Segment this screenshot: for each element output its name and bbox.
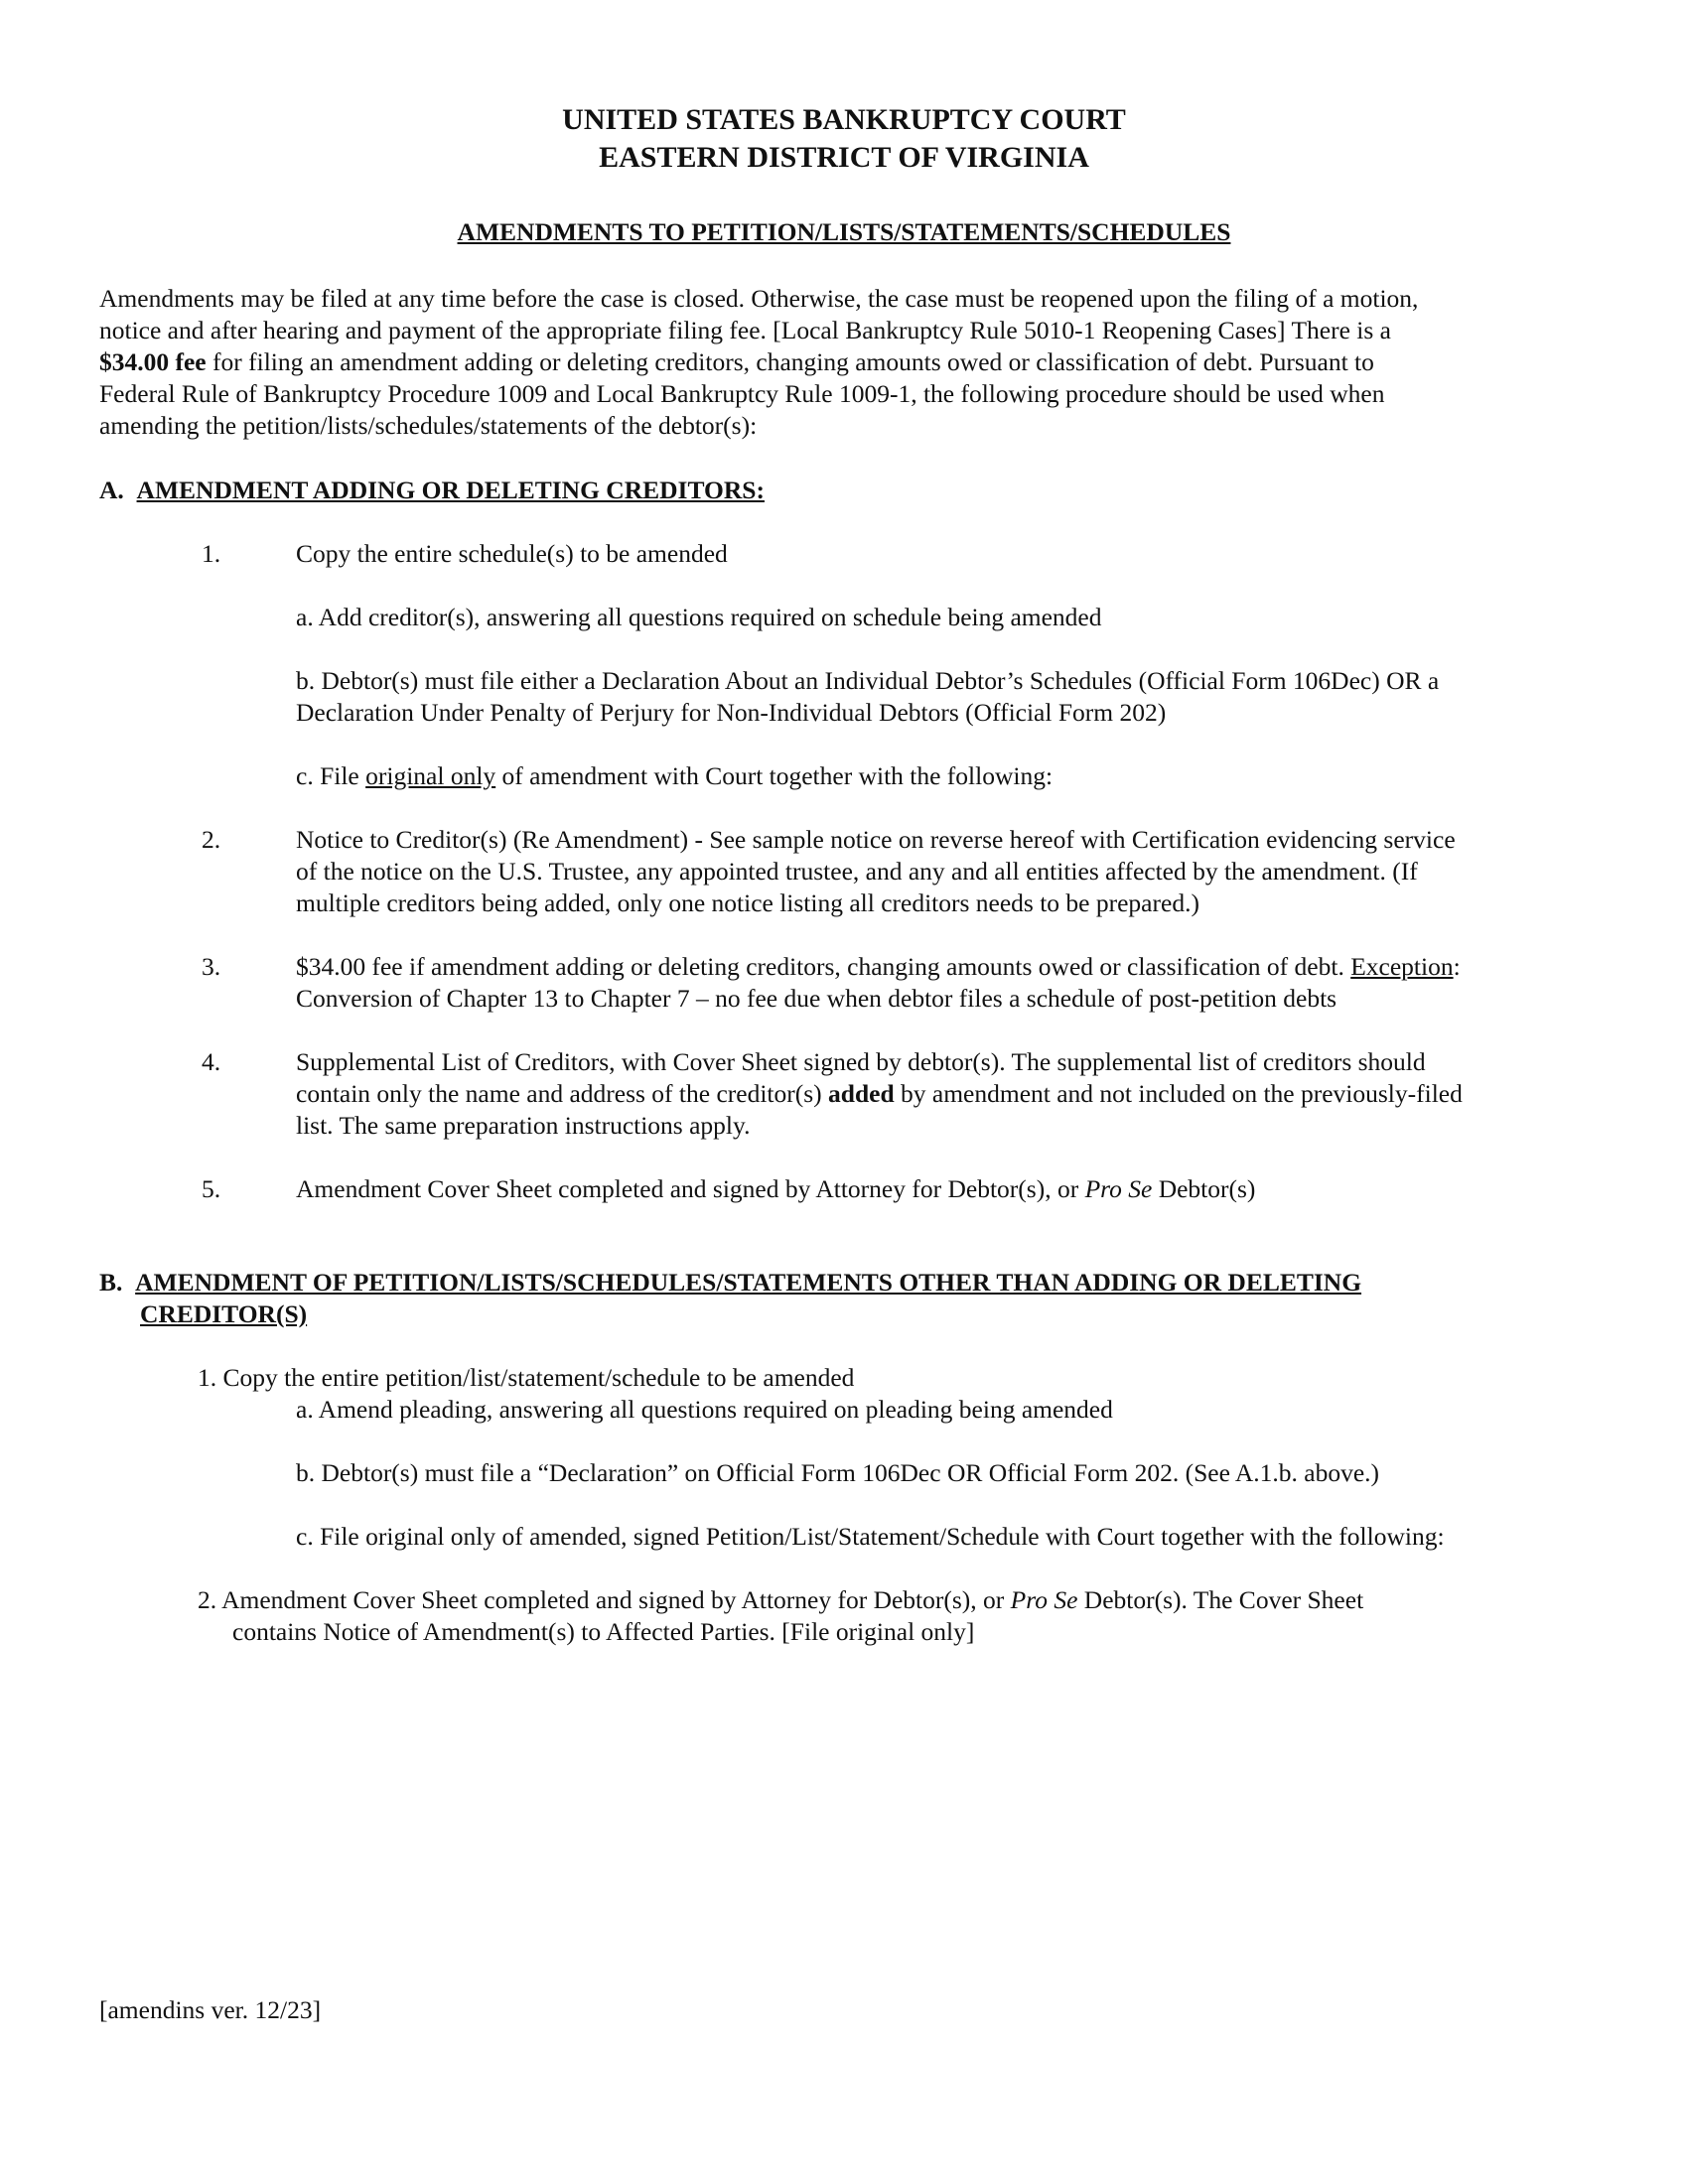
section-b-heading-cont <box>140 1298 307 1330</box>
text-part: of amendment with Court together with the following: <box>495 761 1054 790</box>
list-item: Notice to Creditor(s) (Re Amendment) - See sample notice on reverse hereof with Certification evidencing service <box>296 825 1456 854</box>
list-item <box>296 1078 1463 1110</box>
section-letter: B. <box>99 1268 123 1297</box>
list-item <box>198 1584 1363 1616</box>
section-a-heading <box>99 475 765 506</box>
intro-line: notice and after hearing and payment of the appropriate filing fee. [Local Bankruptcy Rule 5010-1 Reopening Cases] There is a <box>99 316 1391 344</box>
text-part: Amendment Cover Sheet completed and signed by Attorney for Debtor(s), or <box>296 1174 1085 1203</box>
text-part: : <box>1453 952 1461 981</box>
intro-line: amending the petition/lists/schedules/statements of the debtor(s): <box>99 411 758 440</box>
text-part: c. File <box>296 761 366 790</box>
list-item: list. The same preparation instructions apply. <box>296 1111 751 1140</box>
sub-item: Declaration Under Penalty of Perjury for Non-Individual Debtors (Official Form 202) <box>296 698 1167 727</box>
section-title: CREDITOR(S) <box>140 1299 308 1328</box>
version-footer: [amendins ver. 12/23] <box>99 1995 322 2024</box>
list-item: of the notice on the U.S. Trustee, any appointed trustee, and any and all entities affected by the amendment. (If <box>296 857 1418 886</box>
intro-line-rest: for filing an amendment adding or deleting creditors, changing amounts owed or classification of debt. Pursuant to <box>206 347 1374 376</box>
sub-item: c. File original only of amended, signed Petition/List/Statement/Schedule with Court together with the following: <box>296 1522 1445 1551</box>
text-part: Debtor(s). The Cover Sheet <box>1077 1585 1364 1614</box>
section-title: AMENDMENT OF PETITION/LISTS/SCHEDULES/STATEMENTS OTHER THAN ADDING OR DELETING <box>135 1268 1362 1297</box>
underlined-text: original only <box>365 761 496 790</box>
list-item: Conversion of Chapter 13 to Chapter 7 – no fee due when debtor files a schedule of post-petition debts <box>296 984 1337 1013</box>
text-part: by amendment and not included on the previously-filed <box>894 1079 1463 1108</box>
section-title: AMENDMENT ADDING OR DELETING CREDITORS: <box>136 476 765 504</box>
fee-amount: $34.00 fee <box>99 347 207 376</box>
italic-text: Pro Se <box>1010 1585 1078 1614</box>
page-title: AMENDMENTS TO PETITION/LISTS/STATEMENTS/SCHEDULES <box>457 217 1231 246</box>
section-b-heading <box>99 1267 1361 1298</box>
sub-item <box>296 760 1053 792</box>
court-district: EASTERN DISTRICT OF VIRGINIA <box>599 141 1089 174</box>
list-item <box>296 1173 1255 1205</box>
list-item: Supplemental List of Creditors, with Cover Sheet signed by debtor(s). The supplemental list of creditors should <box>296 1047 1426 1076</box>
text-part: contain only the name and address of the creditor(s) <box>296 1079 829 1108</box>
sub-item: b. Debtor(s) must file a “Declaration” on Official Form 106Dec OR Official Form 202. (See A.1.b. above.) <box>296 1458 1380 1487</box>
intro-line: Federal Rule of Bankruptcy Procedure 1009 and Local Bankruptcy Rule 1009-1, the following procedure should be used when <box>99 379 1385 408</box>
list-item: Copy the entire schedule(s) to be amended <box>296 539 728 568</box>
sub-item: a. Amend pleading, answering all questions required on pleading being amended <box>296 1395 1113 1424</box>
text-part: 2. Amendment Cover Sheet completed and signed by Attorney for Debtor(s), or <box>198 1585 1011 1614</box>
intro-line: Amendments may be filed at any time before the case is closed. Otherwise, the case must be reopened upon the filing of a motion, <box>99 284 1419 313</box>
list-item <box>296 951 1461 983</box>
sub-item: a. Add creditor(s), answering all questions required on schedule being amended <box>296 603 1102 631</box>
bold-text: added <box>828 1079 895 1108</box>
list-item: multiple creditors being added, only one notice listing all creditors needs to be prepared.) <box>296 888 1199 917</box>
section-letter: A. <box>99 476 124 504</box>
list-item: contains Notice of Amendment(s) to Affected Parties. [File original only] <box>232 1617 975 1646</box>
underlined-text: Exception <box>1350 952 1454 981</box>
list-number: 3. <box>202 952 221 981</box>
intro-paragraph <box>99 283 1579 315</box>
list-number: 1. <box>202 539 221 568</box>
intro-line <box>99 346 1374 378</box>
list-number: 5. <box>202 1174 221 1203</box>
list-item: 1. Copy the entire petition/list/statement/schedule to be amended <box>198 1363 855 1392</box>
text-part: Debtor(s) <box>1152 1174 1256 1203</box>
sub-item: b. Debtor(s) must file either a Declaration About an Individual Debtor’s Schedules (Official Form 106Dec) OR a <box>296 666 1440 695</box>
list-number: 2. <box>202 825 221 854</box>
court-name: UNITED STATES BANKRUPTCY COURT <box>562 103 1126 136</box>
list-number: 4. <box>202 1047 221 1076</box>
italic-text: Pro Se <box>1084 1174 1153 1203</box>
text-part: $34.00 fee if amendment adding or deleting creditors, changing amounts owed or classification of debt. <box>296 952 1351 981</box>
